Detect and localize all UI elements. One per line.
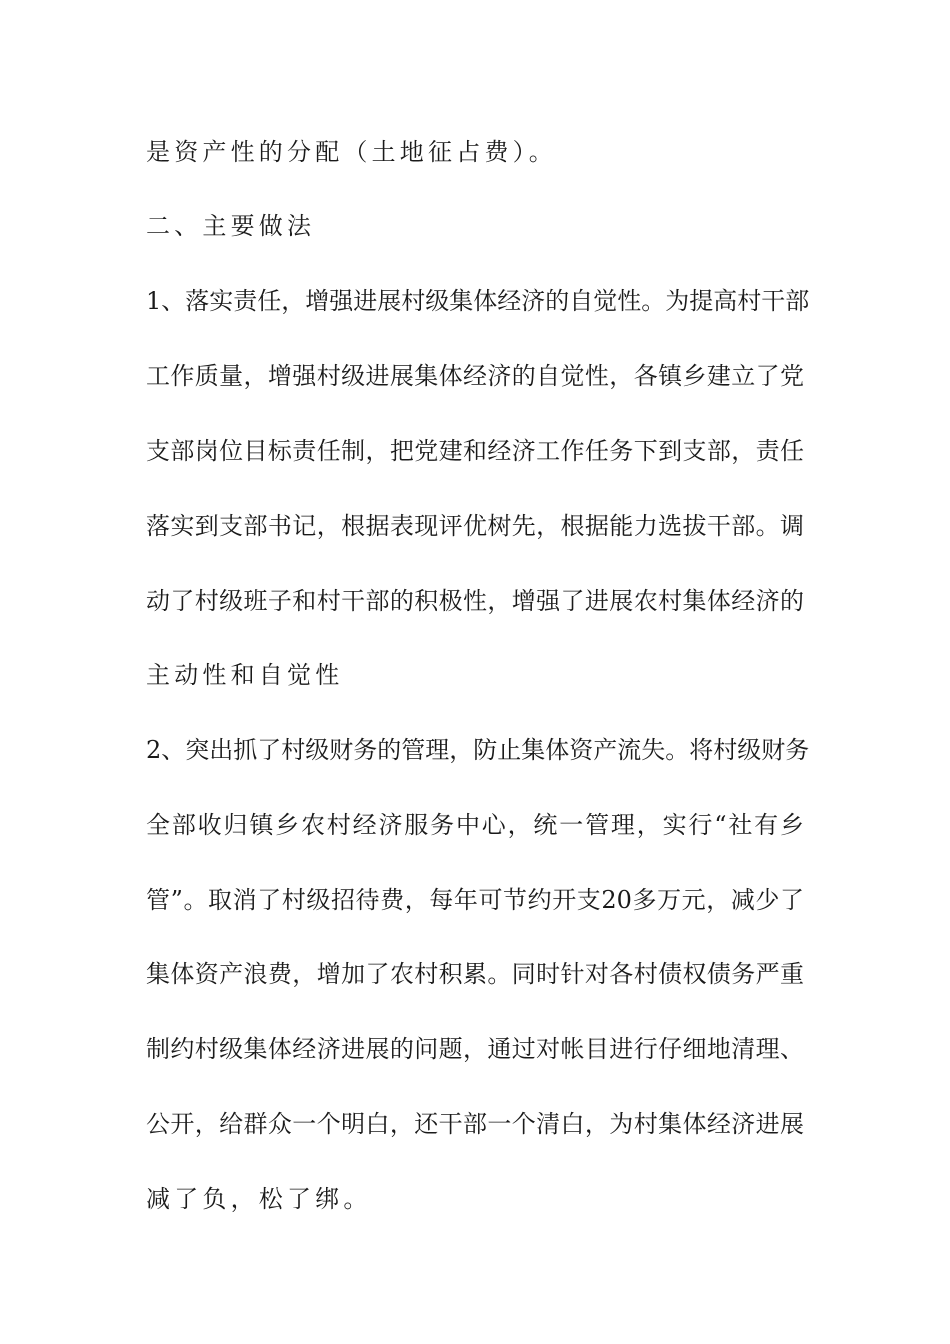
paragraph-2-line-7: 减了负，松了绑。 xyxy=(146,1185,372,1213)
text-line-continuation: 是资产性的分配（土地征占费）。 xyxy=(146,138,557,166)
paragraph-1-line-5: 动了村级班子和村干部的积极性，增强了进展农村集体经济的 xyxy=(146,587,804,615)
paragraph-1-line-2: 工作质量，增强村级进展集体经济的自觉性，各镇乡建立了党 xyxy=(146,362,804,390)
paragraph-2-line-3: 管”。取消了村级招待费，每年可节约开支20多万元，减少了 xyxy=(146,886,804,914)
paragraph-2-line-4: 集体资产浪费，增加了农村积累。同时针对各村债权债务严重 xyxy=(146,960,804,988)
paragraph-1-line-1: 1、落实责任，增强进展村级集体经济的自觉性。为提高村干部 xyxy=(146,287,810,315)
section-heading: 二、主要做法 xyxy=(146,212,316,240)
paragraph-2-line-5: 制约村级集体经济进展的问题，通过对帐目进行仔细地清理、 xyxy=(146,1035,804,1063)
paragraph-2-line-1: 2、突出抓了村级财务的管理，防止集体资产流失。将村级财务 xyxy=(146,736,810,764)
paragraph-1-line-3: 支部岗位目标责任制，把党建和经济工作任务下到支部，责任 xyxy=(146,437,804,465)
paragraph-2-line-6: 公开，给群众一个明白，还干部一个清白，为村集体经济进展 xyxy=(146,1110,804,1138)
paragraph-2-line-2: 全部收归镇乡农村经济服务中心，统一管理，实行“社有乡 xyxy=(146,811,804,839)
paragraph-1-line-6: 主动性和自觉性 xyxy=(146,661,344,689)
paragraph-1-line-4: 落实到支部书记，根据表现评优树先，根据能力选拔干部。调 xyxy=(146,512,804,540)
